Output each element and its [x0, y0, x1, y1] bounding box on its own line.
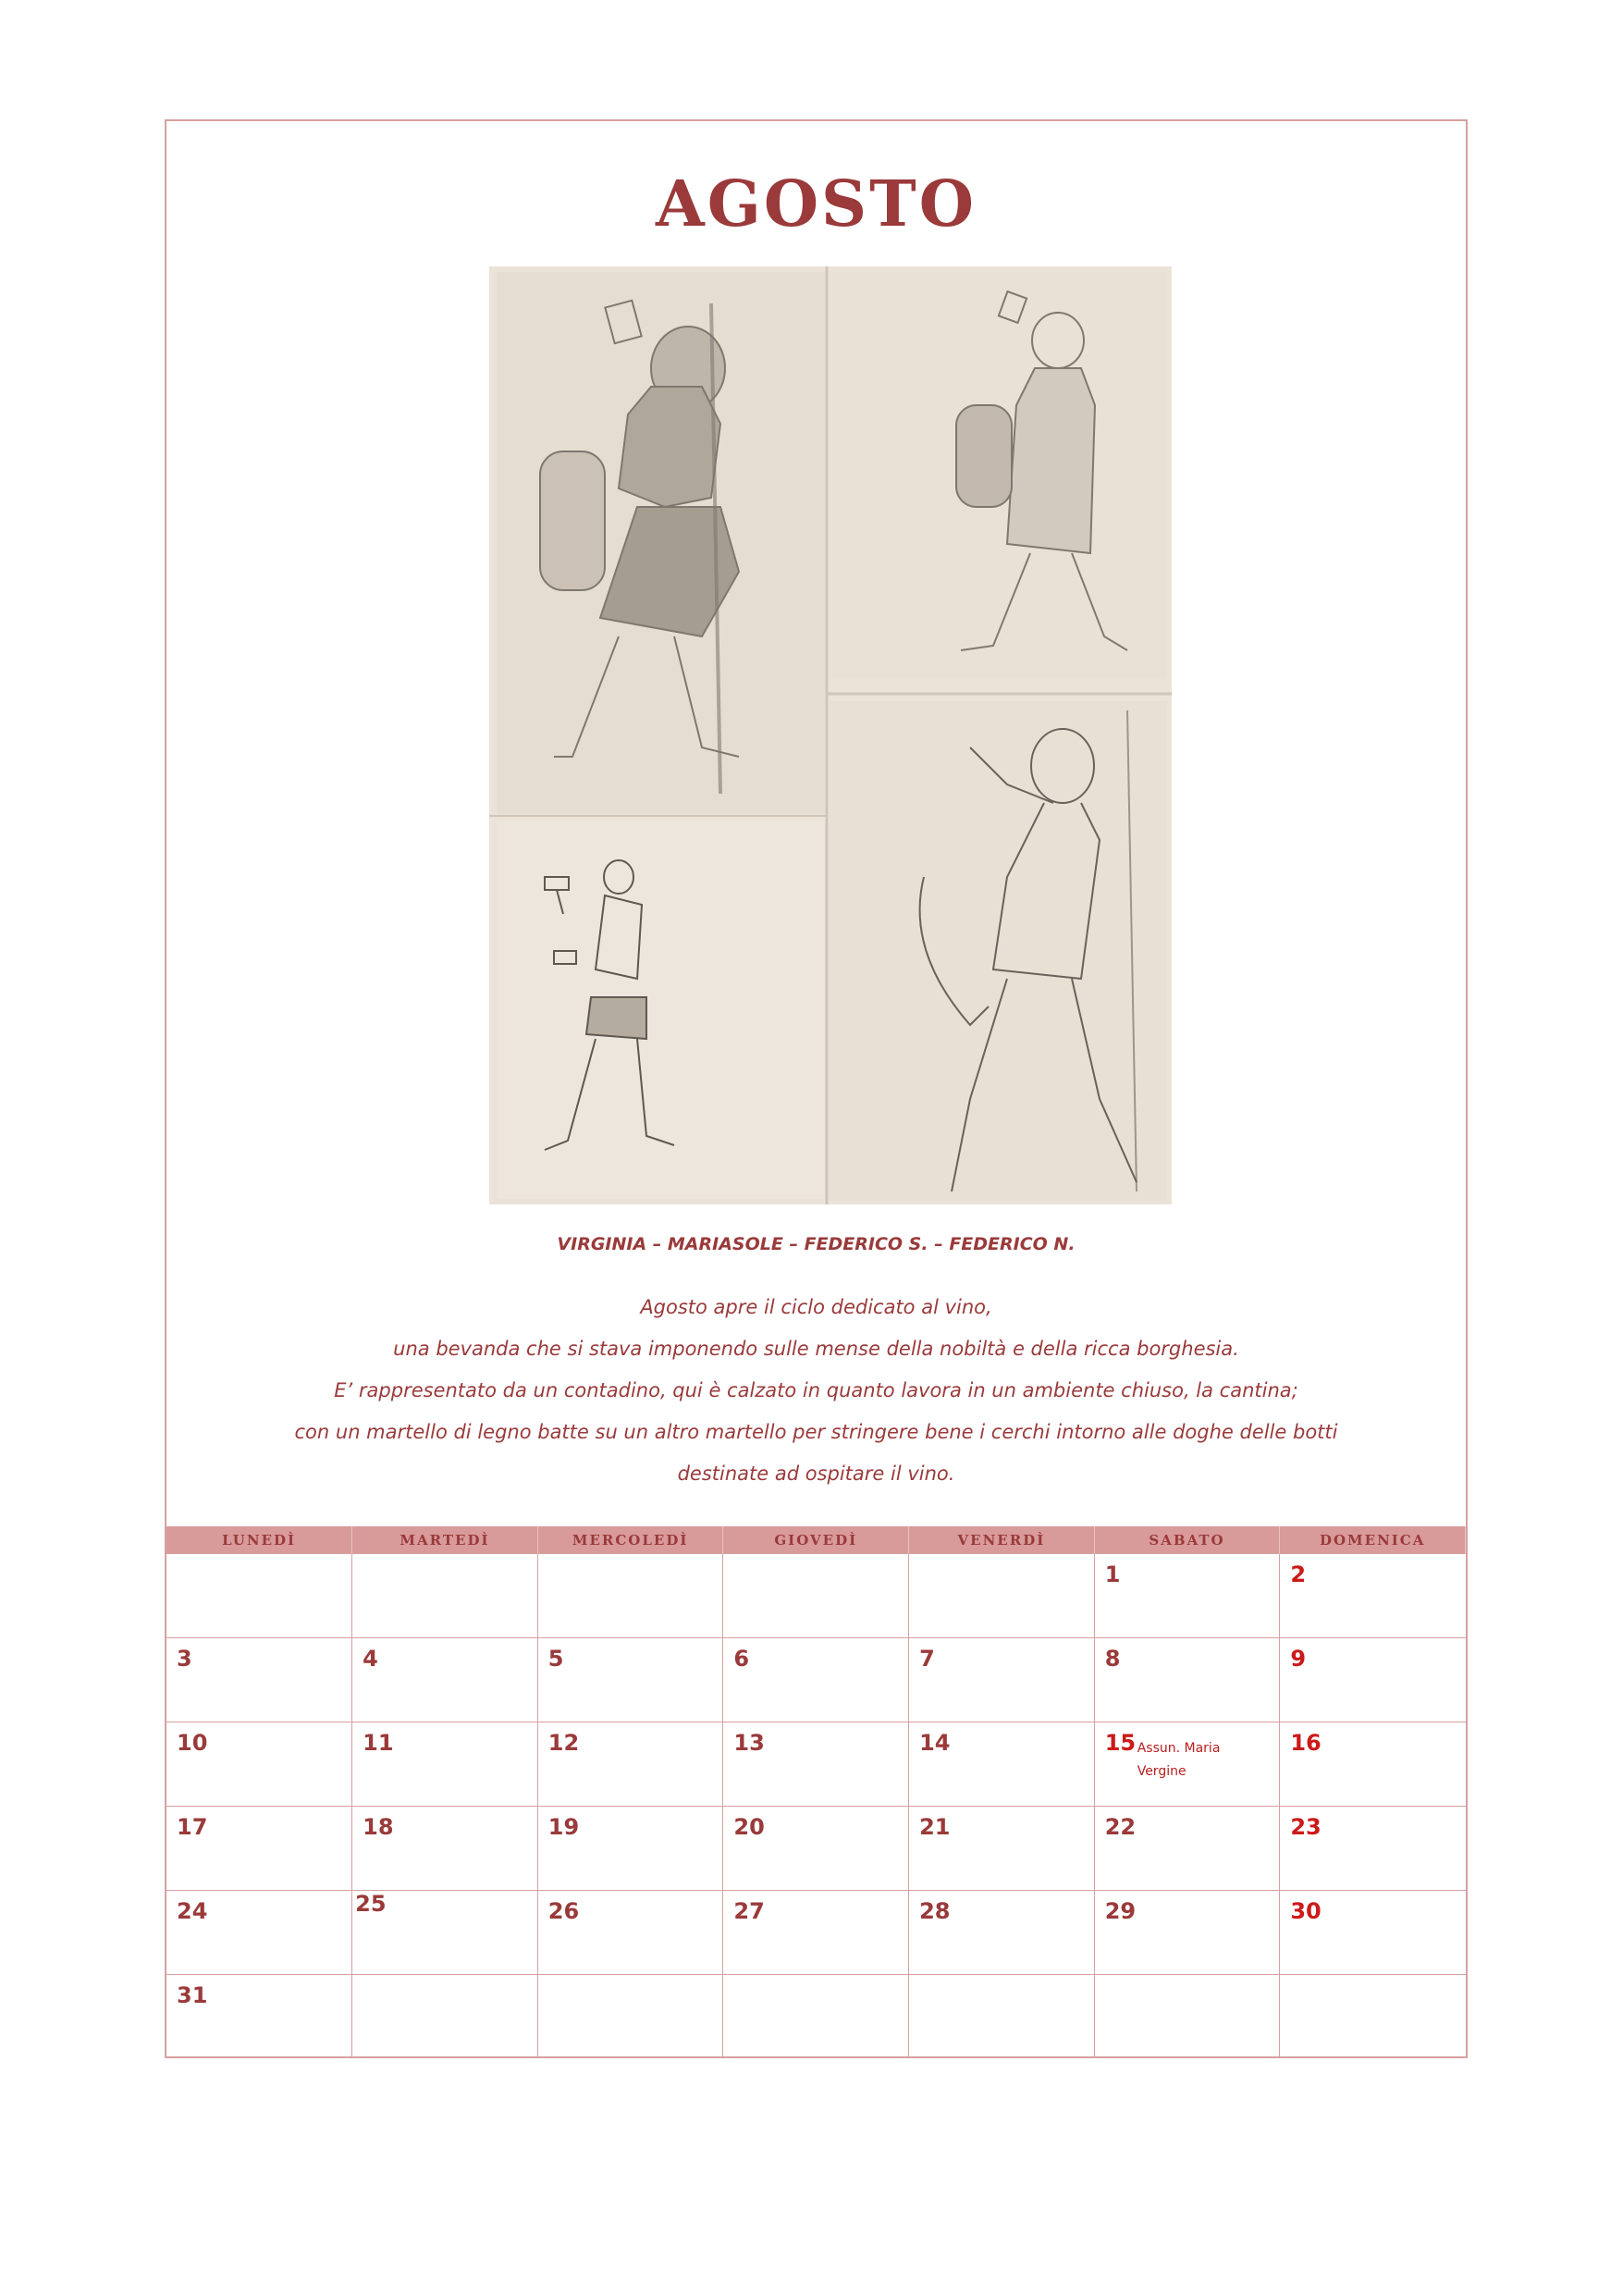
day-number: 11	[363, 1730, 394, 1756]
day-number: 29	[1104, 1898, 1137, 1924]
day-number: 22	[1104, 1814, 1137, 1840]
day-number: 20	[733, 1814, 765, 1840]
day-number: 27	[733, 1898, 765, 1924]
day-cell	[909, 1722, 1095, 1807]
day-number: 3	[177, 1646, 192, 1672]
day-number-sunday: 16	[1290, 1730, 1322, 1756]
day-cell	[723, 1807, 909, 1891]
day-cell	[723, 1891, 909, 1975]
day-number: 19	[547, 1814, 580, 1840]
day-cell	[909, 1975, 1095, 2059]
day-cell	[1280, 1722, 1466, 1807]
month-title: AGOSTO	[655, 167, 977, 241]
description-line: Agosto apre il ciclo dedicato al vino,	[640, 1296, 992, 1318]
day-cell	[537, 1975, 723, 2059]
weekday-header: MARTEDÌ	[352, 1526, 538, 1554]
day-cell	[352, 1975, 538, 2059]
day-cell	[1094, 1807, 1280, 1891]
day-cell	[1094, 1554, 1280, 1638]
day-cell	[166, 1891, 352, 1975]
weekday-header: SABATO	[1094, 1526, 1280, 1554]
day-cell	[352, 1722, 538, 1807]
calendar-page-frame	[165, 119, 1468, 2058]
week-row	[166, 1891, 1466, 1975]
week-row	[166, 1554, 1466, 1638]
week-row	[166, 1722, 1466, 1807]
day-number-sunday: 2	[1290, 1562, 1307, 1587]
day-number: 12	[547, 1730, 580, 1756]
day-cell	[909, 1554, 1095, 1638]
day-number: 28	[919, 1898, 951, 1924]
day-cell	[1280, 1807, 1466, 1891]
day-number: 17	[177, 1814, 208, 1840]
day-cell	[537, 1891, 723, 1975]
day-number-sunday: 30	[1290, 1898, 1322, 1924]
weekday-header: MERCOLEDÌ	[537, 1526, 723, 1554]
day-number: 21	[919, 1814, 951, 1840]
day-cell	[537, 1722, 723, 1807]
day-cell	[909, 1891, 1095, 1975]
day-cell	[1280, 1638, 1466, 1722]
day-cell	[909, 1807, 1095, 1891]
weekday-header: DOMENICA	[1280, 1526, 1466, 1554]
week-row	[166, 1807, 1466, 1891]
day-number: 24	[177, 1898, 208, 1924]
day-cell-holiday	[1094, 1722, 1280, 1807]
day-cell	[723, 1722, 909, 1807]
day-number: 18	[363, 1814, 394, 1840]
holiday-note: Assun. Maria Vergine	[1137, 1741, 1221, 1779]
description-line: con un martello di legno batte su un altro martello per stringere bene i cerchi intorno alle doghe delle botti	[294, 1421, 1338, 1443]
week-row	[166, 1975, 1466, 2059]
day-cell	[537, 1638, 723, 1722]
day-number-holiday: 15	[1104, 1730, 1137, 1756]
day-number: 1	[1104, 1562, 1121, 1587]
day-cell	[166, 1638, 352, 1722]
day-cell	[166, 1975, 352, 2059]
artwork-image	[489, 266, 1172, 1204]
description-line: destinate ad ospitare il vino.	[677, 1463, 955, 1485]
day-cell	[352, 1554, 538, 1638]
day-cell	[352, 1891, 538, 1975]
day-cell	[352, 1638, 538, 1722]
day-cell	[1280, 1554, 1466, 1638]
day-cell	[723, 1638, 909, 1722]
day-number: 31	[177, 1982, 208, 2008]
day-cell	[723, 1554, 909, 1638]
weekday-header-row	[166, 1526, 1466, 1554]
day-cell	[1280, 1891, 1466, 1975]
day-cell	[1094, 1638, 1280, 1722]
day-number: 14	[919, 1730, 951, 1756]
day-cell	[166, 1554, 352, 1638]
day-cell	[166, 1807, 352, 1891]
day-number: 10	[177, 1730, 208, 1756]
day-cell	[909, 1638, 1095, 1722]
artist-credits: VIRGINIA – MARIASOLE – FEDERICO S. – FEDERICO N.	[557, 1234, 1076, 1254]
day-number: 13	[733, 1730, 765, 1756]
day-cell	[537, 1554, 723, 1638]
day-cell	[1094, 1975, 1280, 2059]
week-row	[166, 1638, 1466, 1722]
day-number: 26	[547, 1898, 580, 1924]
day-cell	[352, 1807, 538, 1891]
month-calendar-grid	[166, 1526, 1466, 2058]
description-line: E’ rappresentato da un contadino, qui è calzato in quanto lavora in un ambiente chiuso, la cantina;	[334, 1379, 1298, 1401]
day-number: 5	[547, 1646, 564, 1672]
weekday-header: GIOVEDÌ	[723, 1526, 909, 1554]
day-cell	[1280, 1975, 1466, 2059]
day-number: 25	[355, 1891, 387, 1917]
weekday-header: LUNEDÌ	[166, 1526, 352, 1554]
sketch-illustration	[489, 266, 1172, 1204]
day-cell	[537, 1807, 723, 1891]
day-number: 6	[733, 1646, 750, 1672]
description-line: una bevanda che si stava imponendo sulle mense della nobiltà e della ricca borghesia.	[393, 1338, 1239, 1360]
weekday-header: VENERDÌ	[909, 1526, 1095, 1554]
day-cell	[1094, 1891, 1280, 1975]
day-cell	[166, 1722, 352, 1807]
day-number-sunday: 9	[1290, 1646, 1307, 1672]
day-number: 8	[1104, 1646, 1121, 1672]
month-description	[166, 1287, 1466, 1495]
day-number: 7	[919, 1646, 935, 1672]
day-cell	[723, 1975, 909, 2059]
day-number: 4	[363, 1646, 378, 1672]
day-number-sunday: 23	[1290, 1814, 1322, 1840]
